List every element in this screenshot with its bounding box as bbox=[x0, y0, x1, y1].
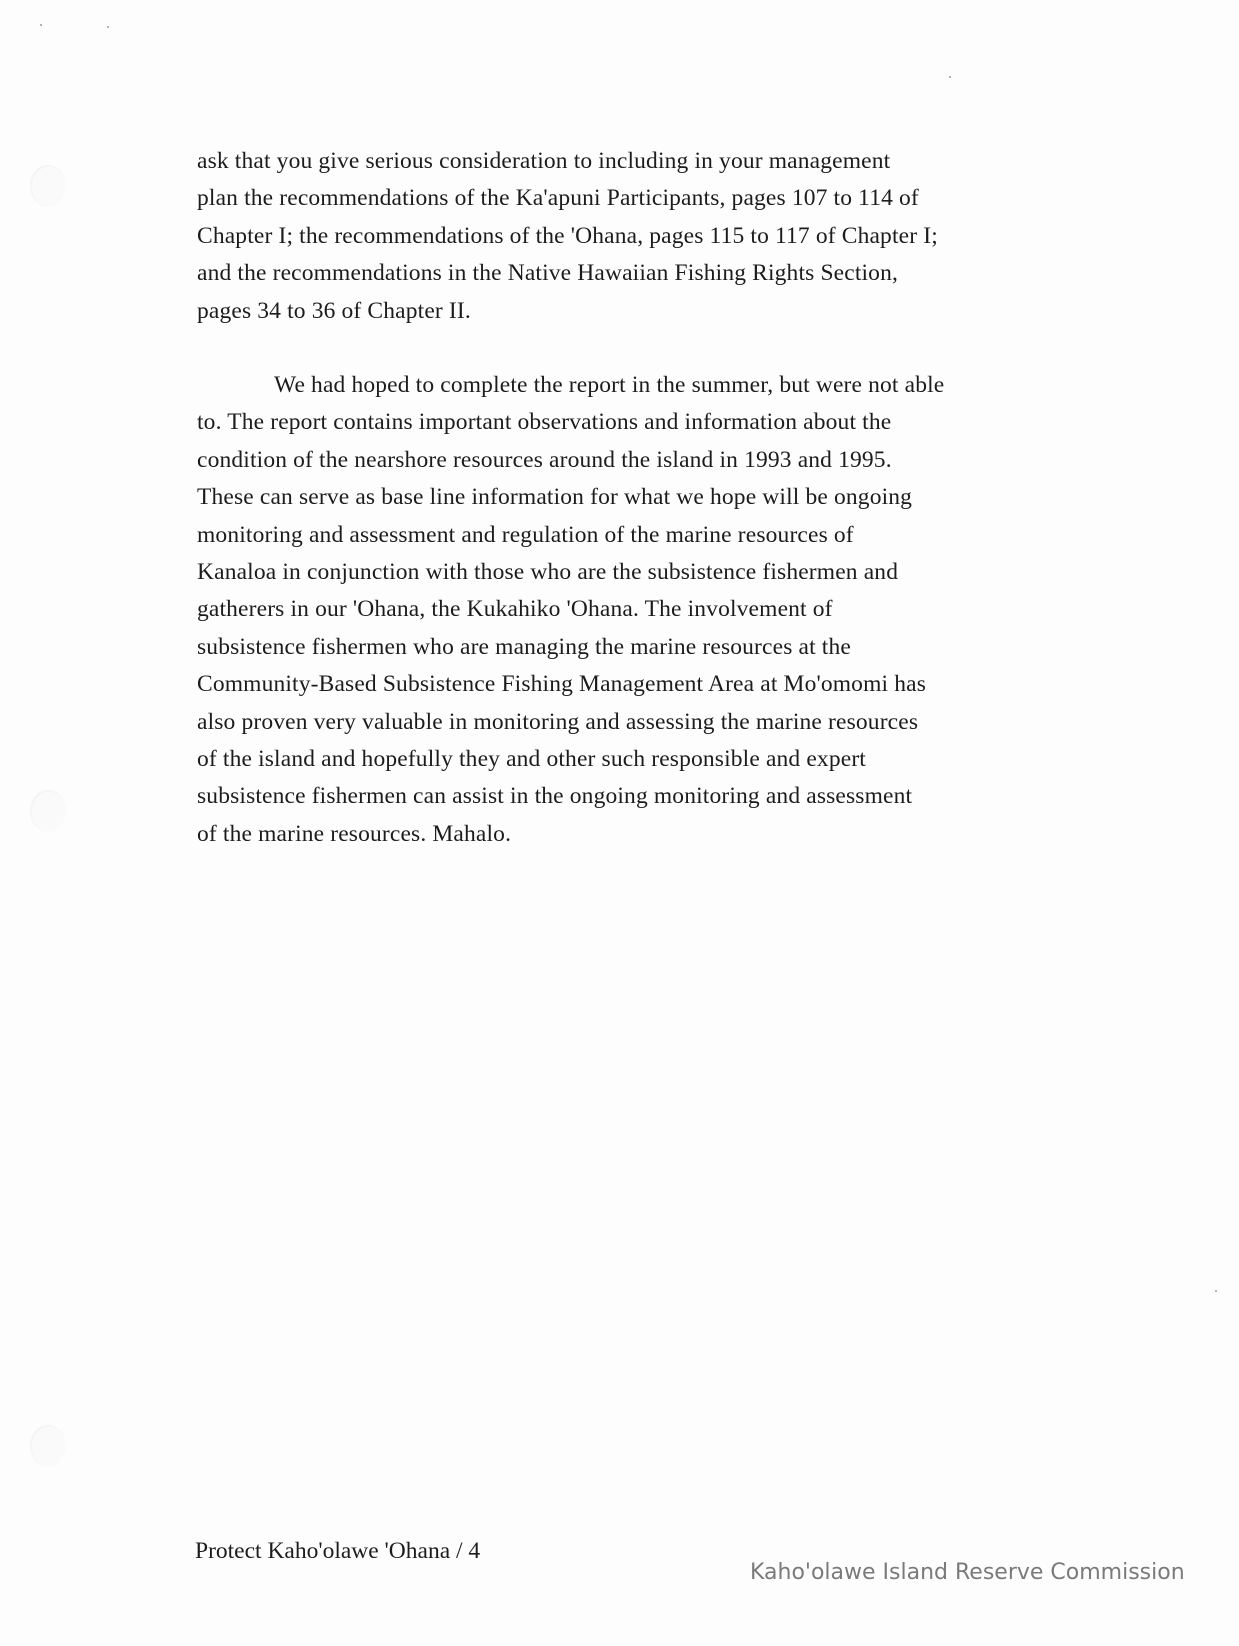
scan-speck bbox=[1215, 1290, 1217, 1292]
text-line: of the island and hopefully they and other such responsible and expert bbox=[197, 746, 866, 773]
punch-hole bbox=[30, 1425, 66, 1467]
text-line: Community-Based Subsistence Fishing Management Area at Mo'omomi has bbox=[197, 671, 926, 698]
text-line: pages 34 to 36 of Chapter II. bbox=[197, 297, 471, 324]
text-line: monitoring and assessment and regulation of the marine resources of bbox=[197, 521, 854, 548]
text-line: also proven very valuable in monitoring and assessing the marine resources bbox=[197, 708, 919, 735]
text-line: gatherers in our 'Ohana, the Kukahiko 'Ohana. The involvement of bbox=[197, 596, 833, 623]
text-line: condition of the nearshore resources around the island in 1993 and 1995. bbox=[197, 446, 892, 473]
scan-speck bbox=[107, 26, 109, 28]
scan-speck bbox=[949, 76, 951, 78]
text-line: These can serve as base line information for what we hope will be ongoing bbox=[197, 484, 913, 511]
paragraph-1 bbox=[197, 143, 1097, 330]
text-line: We had hoped to complete the report in the summer, but were not able bbox=[274, 372, 945, 398]
paragraph-2 bbox=[197, 367, 1097, 853]
text-line: Kanaloa in conjunction with those who are the subsistence fishermen and bbox=[197, 559, 899, 586]
archive-watermark: Kaho'olawe Island Reserve Commission bbox=[750, 1560, 1185, 1585]
text-line: subsistence fishermen can assist in the ongoing monitoring and assessment bbox=[197, 783, 913, 810]
punch-hole bbox=[30, 790, 66, 832]
text-line: of the marine resources. Mahalo. bbox=[197, 820, 512, 847]
text-line: plan the recommendations of the Ka'apuni Participants, pages 107 to 114 of bbox=[197, 185, 919, 212]
text-line: to. The report contains important observations and information about the bbox=[197, 409, 892, 436]
page-footer-label: Protect Kaho'olawe 'Ohana / 4 bbox=[195, 1538, 481, 1564]
text-line: subsistence fishermen who are managing the marine resources at the bbox=[197, 633, 851, 660]
scan-speck bbox=[40, 24, 42, 26]
text-line: Chapter I; the recommendations of the 'Ohana, pages 115 to 117 of Chapter I; bbox=[197, 222, 938, 249]
punch-hole bbox=[30, 165, 66, 207]
text-line: and the recommendations in the Native Hawaiian Fishing Rights Section, bbox=[197, 260, 899, 287]
text-line: ask that you give serious consideration to including in your management bbox=[197, 148, 891, 174]
